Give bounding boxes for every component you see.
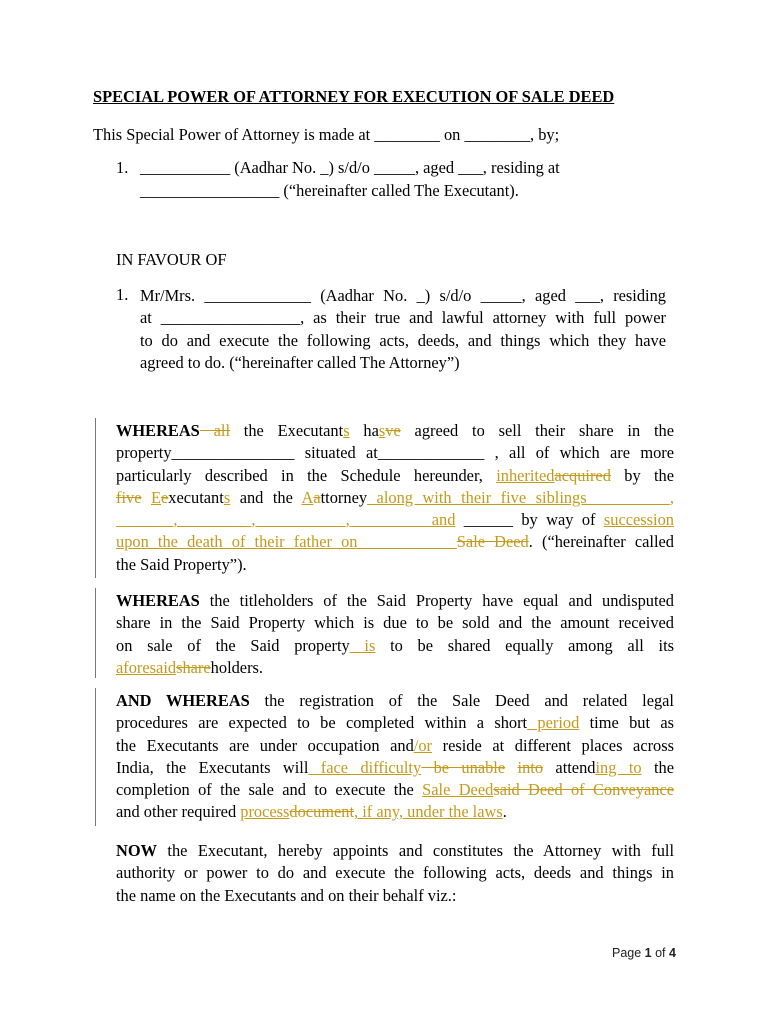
whereas-paragraph-1 xyxy=(116,420,674,576)
text xyxy=(505,758,517,777)
inserted-text: period xyxy=(527,713,580,733)
text: by the xyxy=(610,465,674,485)
attorney-line: at _________________, as their true and lawful attorney with full power xyxy=(140,308,666,328)
text: the Executants are under occupation and xyxy=(116,735,414,755)
inserted-text: Sale Deed xyxy=(422,780,494,800)
inserted-text: aforesaid xyxy=(116,657,177,677)
of-label: of xyxy=(651,946,669,960)
text: . (“hereinafter called xyxy=(528,532,674,552)
text: ttorney xyxy=(320,487,368,507)
change-bar xyxy=(95,418,96,578)
text: the name on the Executants and on their behalf viz.: xyxy=(116,885,457,905)
total-pages: 4 xyxy=(669,946,676,960)
text: particularly described in the Schedule hereunder, xyxy=(116,465,497,485)
whereas-keyword: WHEREAS xyxy=(116,421,200,440)
intro-line: This Special Power of Attorney is made at ________ on ________, by; xyxy=(93,125,560,144)
text: property_______________ situated at_____________ , all of which are more xyxy=(116,443,674,463)
now-paragraph xyxy=(116,840,674,907)
deleted-text: be unable xyxy=(421,757,506,777)
text: the Said Property”). xyxy=(116,554,247,574)
page-label: Page xyxy=(612,946,645,960)
text: time but as xyxy=(579,713,674,733)
text: authority or power to do and execute the following acts, deeds and things in xyxy=(116,863,674,883)
deleted-text: all xyxy=(199,421,230,440)
text: share in the Said Property which is due to be sold and the amount received xyxy=(116,613,674,633)
inserted-text: face difficulty xyxy=(308,757,422,777)
inserted-text: ing to xyxy=(595,757,642,777)
inserted-text: along with their five siblings _________, xyxy=(367,487,674,507)
deleted-text: said Deed of Conveyance xyxy=(493,780,674,800)
text xyxy=(141,488,151,507)
deleted-text: into xyxy=(517,757,544,777)
inserted-text: process xyxy=(240,802,290,822)
text: India, the Executants will xyxy=(116,757,309,777)
text: holders. xyxy=(210,657,264,677)
inserted-text: A xyxy=(301,487,314,507)
text: ha xyxy=(349,421,379,440)
deleted-text: Sale Deed xyxy=(456,532,529,552)
inserted-text: is xyxy=(349,635,376,655)
now-keyword: NOW xyxy=(116,841,157,860)
inserted-text: s xyxy=(343,421,350,440)
whereas-keyword: AND WHEREAS xyxy=(116,691,250,710)
text: and other required xyxy=(116,802,241,822)
in-favour-heading: IN FAVOUR OF xyxy=(116,250,227,269)
inserted-text: E xyxy=(150,487,161,507)
inserted-text: upon the death of their father on ___________ xyxy=(116,532,457,552)
text: ______ by way of xyxy=(455,510,604,530)
inserted-text: s xyxy=(223,487,231,507)
text: the Executant, hereby appoints and constitutes the Attorney with full xyxy=(156,841,674,860)
whereas-paragraph-2 xyxy=(116,590,674,679)
document-title: SPECIAL POWER OF ATTORNEY FOR EXECUTION OF SALE DEED xyxy=(93,87,615,106)
deleted-text: five xyxy=(116,487,142,507)
deleted-text: document xyxy=(289,802,355,822)
deleted-text: share xyxy=(176,657,211,677)
change-bar xyxy=(95,688,96,826)
inserted-text: _______, ________,___________,__________and xyxy=(116,510,456,530)
attorney-number: 1. xyxy=(116,285,129,304)
attorney-line: agreed to do. (“hereinafter called The Attorney”) xyxy=(140,352,460,372)
page-number xyxy=(612,946,676,960)
inserted-text: s xyxy=(378,421,386,440)
attorney-paragraph xyxy=(140,285,666,374)
executant-line-2: _________________ (“hereinafter called The Executant). xyxy=(140,181,519,200)
text: xecutant xyxy=(168,487,224,507)
text: to be shared equally among all its xyxy=(375,635,675,655)
deleted-text: acquired xyxy=(554,465,611,485)
text: and the xyxy=(230,487,302,507)
text: on sale of the Said property xyxy=(116,635,350,655)
text: reside at different places across xyxy=(432,735,675,755)
text: the xyxy=(641,757,674,777)
text: the Executant xyxy=(230,421,344,440)
inserted-text: , if any, under the laws xyxy=(354,802,503,822)
whereas-keyword: WHEREAS xyxy=(116,591,200,610)
text: completion of the sale and to execute the xyxy=(116,780,423,800)
attorney-line: to do and execute the following acts, deeds, and things which they have xyxy=(140,330,666,350)
deleted-text: a xyxy=(313,487,321,507)
text: the registration of the Sale Deed and related legal xyxy=(249,691,674,710)
inserted-text: inherited xyxy=(496,465,555,485)
text: procedures are expected to be completed within a short xyxy=(116,713,528,733)
deleted-text: e xyxy=(161,487,169,507)
whereas-paragraph-3 xyxy=(116,690,674,824)
inserted-text: succession xyxy=(603,510,674,530)
attorney-line: Mr/Mrs. _____________ (Aadhar No. _) s/d/o _____, aged ___, residing xyxy=(140,286,666,305)
text: . xyxy=(502,802,507,822)
change-bar xyxy=(95,588,96,678)
current-page: 1 xyxy=(644,946,652,960)
executant-number: 1. xyxy=(116,158,129,177)
inserted-text: /or xyxy=(413,735,433,755)
deleted-text: ve xyxy=(385,421,401,440)
text: agreed to sell their share in the xyxy=(400,421,675,440)
text: attend xyxy=(543,757,596,777)
text: the titleholders of the Said Property have equal and undisputed xyxy=(199,591,674,610)
executant-line-1: ___________ (Aadhar No. _) s/d/o _____, aged ___, residing at xyxy=(140,158,560,177)
